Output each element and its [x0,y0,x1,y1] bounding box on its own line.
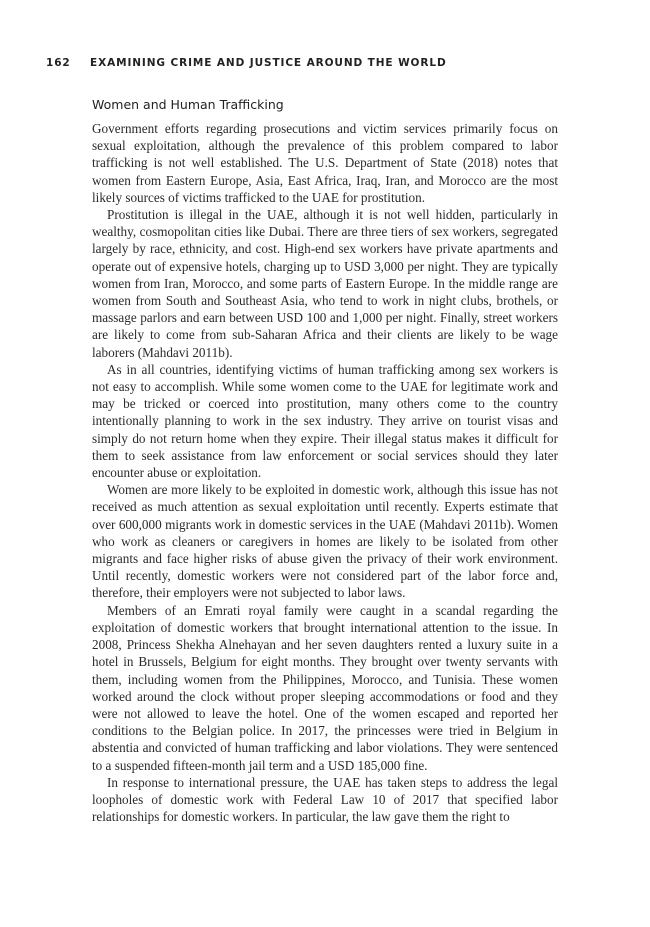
body-text [92,120,558,825]
running-title: EXAMINING CRIME AND JUSTICE AROUND THE WORLD [90,57,447,69]
section-heading: Women and Human Trafficking [92,97,284,112]
paragraph: Prostitution is illegal in the UAE, although it is not well hidden, particularly in wealthy, cosmopolitan cities like Dubai. There are three tiers of sex workers, segregated largely by race, ethnicity, and cost. High-end sex workers have private apartments and operate out of expensive hotels, charging up to USD 3,000 per night. They are typically women from Iran, Morocco, and some parts of Eastern Europe. In the middle range are women from South and Southeast Asia, who tend to work in night clubs, brothels, or massage parlors and earn between USD 100 and 1,000 per night. Finally, street workers are likely to come from sub-Saharan Africa and their clients are likely to be wage laborers (Mahdavi 2011b). [92,207,558,360]
paragraph: In response to international pressure, the UAE has taken steps to address the legal loopholes of domestic work with Federal Law 10 of 2017 that specified labor relationships for domestic workers. In particular, the law gave them the right to [92,774,558,825]
paragraph: Women are more likely to be exploited in domestic work, although this issue has not received as much attention as sexual exploitation until recently. Experts estimate that over 600,000 migrants work in domestic services in the UAE (Mahdavi 2011b). Women who work as cleaners or caregivers in homes are likely to be isolated from other migrants and face higher risks of abuse given the privacy of their work environment. Until recently, domestic workers were not considered part of the labor force and, therefore, their employers were not subjected to labor laws. [92,482,558,601]
paragraph: Government efforts regarding prosecutions and victim services primarily focus on sexual exploitation, although the prevalence of this problem compared to labor trafficking is not well established. The U.S. Department of State (2018) notes that women from Eastern Europe, Asia, East Africa, Iraq, Iran, and Morocco are the most likely sources of victims trafficked to the UAE for prostitution. [92,121,558,205]
running-head [46,57,566,69]
paragraph: As in all countries, identifying victims of human trafficking among sex workers is not easy to accomplish. While some women come to the UAE for legitimate work and may be tricked or coerced into prostitution, many others come to the country intentionally planning to work in the sex industry. They arrive on tourist visas and simply do not return home when they expire. Their illegal status makes it difficult for them to seek assistance from law enforcement or social services should they later encounter abuse or exploitation. [92,361,558,481]
paragraph: Members of an Emrati royal family were caught in a scandal regarding the exploitation of domestic workers that brought international attention to the issue. In 2008, Princess Shekha Alnehayan and her seven daughters rented a luxury suite in a hotel in Brussels, Belgium for eight months. They brought over twenty servants with them, including women from the Philippines, Morocco, and Tunisia. These women worked around the clock without proper sleeping accommodations or food and they were not allowed to leave the hotel. One of the women escaped and reported her conditions to the Belgian police. In 2017, the princesses were tried in Belgium in abstentia and convicted of human trafficking and labor violations. They were sentenced to a suspended fifteen-month jail term and a USD 185,000 fine. [92,602,558,773]
page-number: 162 [46,57,71,69]
